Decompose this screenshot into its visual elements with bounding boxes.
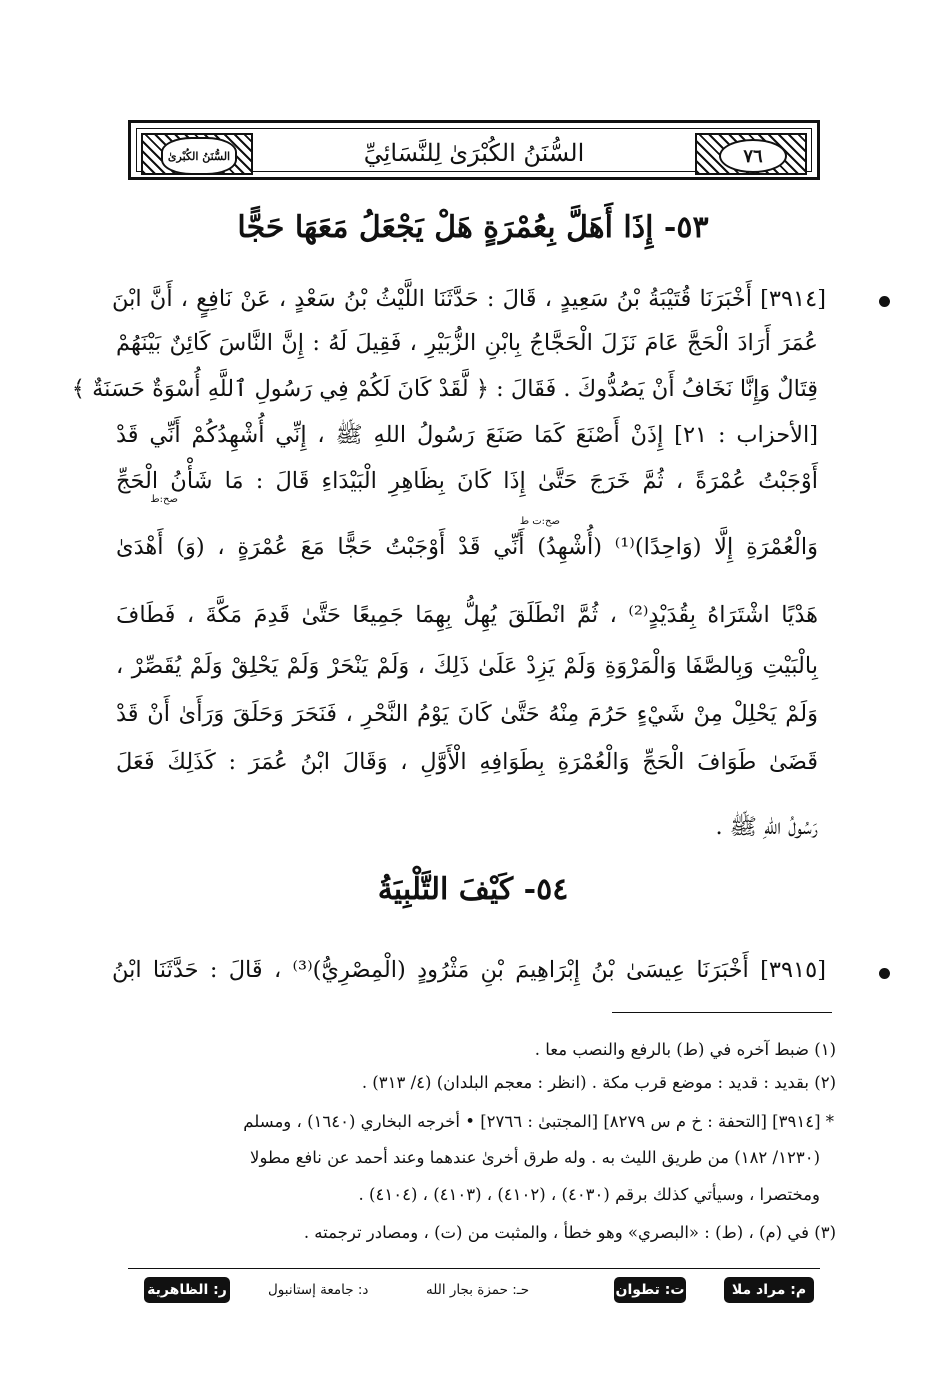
hadith-3914-line-10: قَضَىٰ طَوَافَ الْحَجِّ وَالْعُمْرَةِ بِطَوَافِهِ الْأَوَّلِ ، وَقَالَ ابْنُ عُمَرَ : كَذَلِكَ فَعَلَ <box>116 749 818 775</box>
manuscript-m-tag: م: مراد ملا <box>724 1277 814 1303</box>
page-number: ٧٦ <box>719 139 787 173</box>
hadith-3914-line-1: [٣٩١٤] أَخْبَرَنَا قُتَيْبَةُ بْنُ سَعِيدٍ ، قَالَ : حَدَّثَنَا اللَّيْثُ بْنُ سَعْدٍ ، عَنْ نَافِعٍ ، أَنَّ ابْنَ <box>112 286 826 312</box>
manuscript-h-label: حـ: حمزة بجار الله <box>426 1282 530 1298</box>
footnote-3: (٣) في (م) ، (ط) : «البصري» وهو خطأ ، والمثبت من (ت) ، ومصادر ترجمته . <box>303 1223 836 1242</box>
manuscript-t-tag: ت: تطوان <box>614 1277 686 1303</box>
footnote-hadith-3914-line-3: ومختصرا ، وسيأتي كذلك برقم (٤٠٣٠) ، (٤١٠٢) ، (٤١٠٣) ، (٤١٠٤) . <box>358 1185 820 1204</box>
footnote-1: (١) ضبط آخره في (ط) بالرفع والنصب معا . <box>534 1040 836 1059</box>
hadith-3914-line-3: قِتَالٌ وَإِنَّا نَخَافُ أَنْ يَصُدُّوكَ . فَقَالَ : ﴿ لَّقَدْ كَانَ لَكُمْ فِي رَسُولِ ٱللَّهِ أُسْوَةٌ حَسَنَةٌ ﴾ <box>71 376 818 402</box>
hadith-3915-line-1: [٣٩١٥] أَخْبَرَنَا عِيسَىٰ بْنُ إِبْرَاهِيمَ بْنِ مَثْرُودٍ (الْمِصْرِيُّ)⁽³⁾ ، قَالَ : حَدَّثَنَا ابْنُ <box>112 957 826 983</box>
hadith-3914-line-8: بِالْبَيْتِ وَبِالصَّفَا وَالْمَرْوَةِ وَلَمْ يَزِدْ عَلَىٰ ذَلِكَ ، وَلَمْ يَنْحَرْ وَلَمْ يَحْلِقْ وَلَمْ يُقَصِّرْ ، <box>116 653 818 679</box>
hadith-bullet <box>879 968 890 979</box>
hadith-3914-line-7: هَدْيًا اشْتَرَاهُ بِقُدَيْدٍ⁽²⁾ ، ثُمَّ انْطَلَقَ يُهِلُّ بِهِمَا جَمِيعًا حَتَّىٰ قَدِمَ مَكَّةَ ، فَطَافَ <box>116 602 818 628</box>
footnote-hadith-3914-line-1: * [٣٩١٤] [التحفة : خ م س ٨٢٧٩] [المجتبىٰ : ٢٧٦٦] • أخرجه البخاري (١٦٤٠) ، ومسلم <box>243 1112 834 1131</box>
marginal-note-1: صح:ت ط <box>519 516 560 527</box>
book-emblem: السُّنَنُ الكُبْرىٰ <box>161 137 237 175</box>
hadith-3914-line-2: عُمَرَ أَرَادَ الْحَجَّ عَامَ نَزَلَ الْحَجَّاجُ بِابْنِ الزُّبَيْرِ ، فَقِيلَ لَهُ : إِنَّ النَّاسَ كَائِنٌ بَيْنَهُمْ <box>116 330 818 356</box>
hadith-3914-line-6: وَالْعُمْرَةِ إِلَّا (وَاحِدًا)⁽¹⁾ (أُشْهِدُ) أَنِّي قَدْ أَوْجَبْتُ حَجًّا مَعَ عُمْرَةٍ ، (وَ) أَهْدَىٰ <box>116 534 818 560</box>
hadith-3914-line-5: أَوْجَبْتُ عُمْرَةً ، ثُمَّ خَرَجَ حَتَّىٰ إِذَا كَانَ بِظَاهِرِ الْبَيْدَاءِ قَالَ : مَا شَأْنُ الْحَجِّ <box>116 468 818 494</box>
footnote-2: (٢) بقديد : قديد : موضع قرب مكة . (انظر : معجم البلدان) (٤/ ٣١٣) . <box>361 1073 836 1092</box>
hadith-3914-line-9: وَلَمْ يَحْلِلْ مِنْ شَيْءٍ حَرُمَ مِنْهُ حَتَّىٰ كَانَ يَوْمُ النَّحْرِ ، فَنَحَرَ وَحَلَقَ وَرَأَىٰ أَنْ قَدْ <box>116 701 818 727</box>
hadith-3914-line-4: [الأحزاب : ٢١] إِذَنْ أَصْنَعَ كَمَا صَنَعَ رَسُولُ اللهِ ﷺ ، إِنِّي أُشْهِدُكُمْ أَنِّي قَدْ <box>116 422 818 448</box>
footnote-rule <box>612 1012 832 1013</box>
book-emblem-ornament <box>141 133 253 175</box>
page-header <box>128 120 820 180</box>
hadith-3914-line-11: رَسُولُ اللهِ ﷺ . <box>715 814 818 840</box>
page-number-ornament <box>695 133 807 175</box>
book-title: السُّنَنُ الكُبْرَىٰ لِلنَّسَائِيِّ <box>363 139 585 167</box>
chapter-heading-54: ٥٤- كَيْفَ التَّلْبِيَةُ <box>377 872 569 907</box>
manuscript-d-label: د: جامعة إستانبول <box>268 1282 369 1298</box>
chapter-heading-53: ٥٣- إِذَا أَهَلَّ بِعُمْرَةٍ هَلْ يَجْعَلُ مَعَهَا حَجًّا <box>237 210 709 245</box>
footnote-hadith-3914-line-2: (١٢٣٠/ ١٨٢) من طريق الليث به . وله طرق أخرىٰ عندهما وعند أحمد عن نافع مطولا <box>250 1148 820 1167</box>
footer-rule <box>128 1268 820 1269</box>
header-frame <box>136 128 812 172</box>
hadith-bullet <box>879 296 890 307</box>
marginal-note-2: صح:ط <box>150 494 178 505</box>
manuscript-r-tag: ر: الظاهرية <box>144 1277 230 1303</box>
